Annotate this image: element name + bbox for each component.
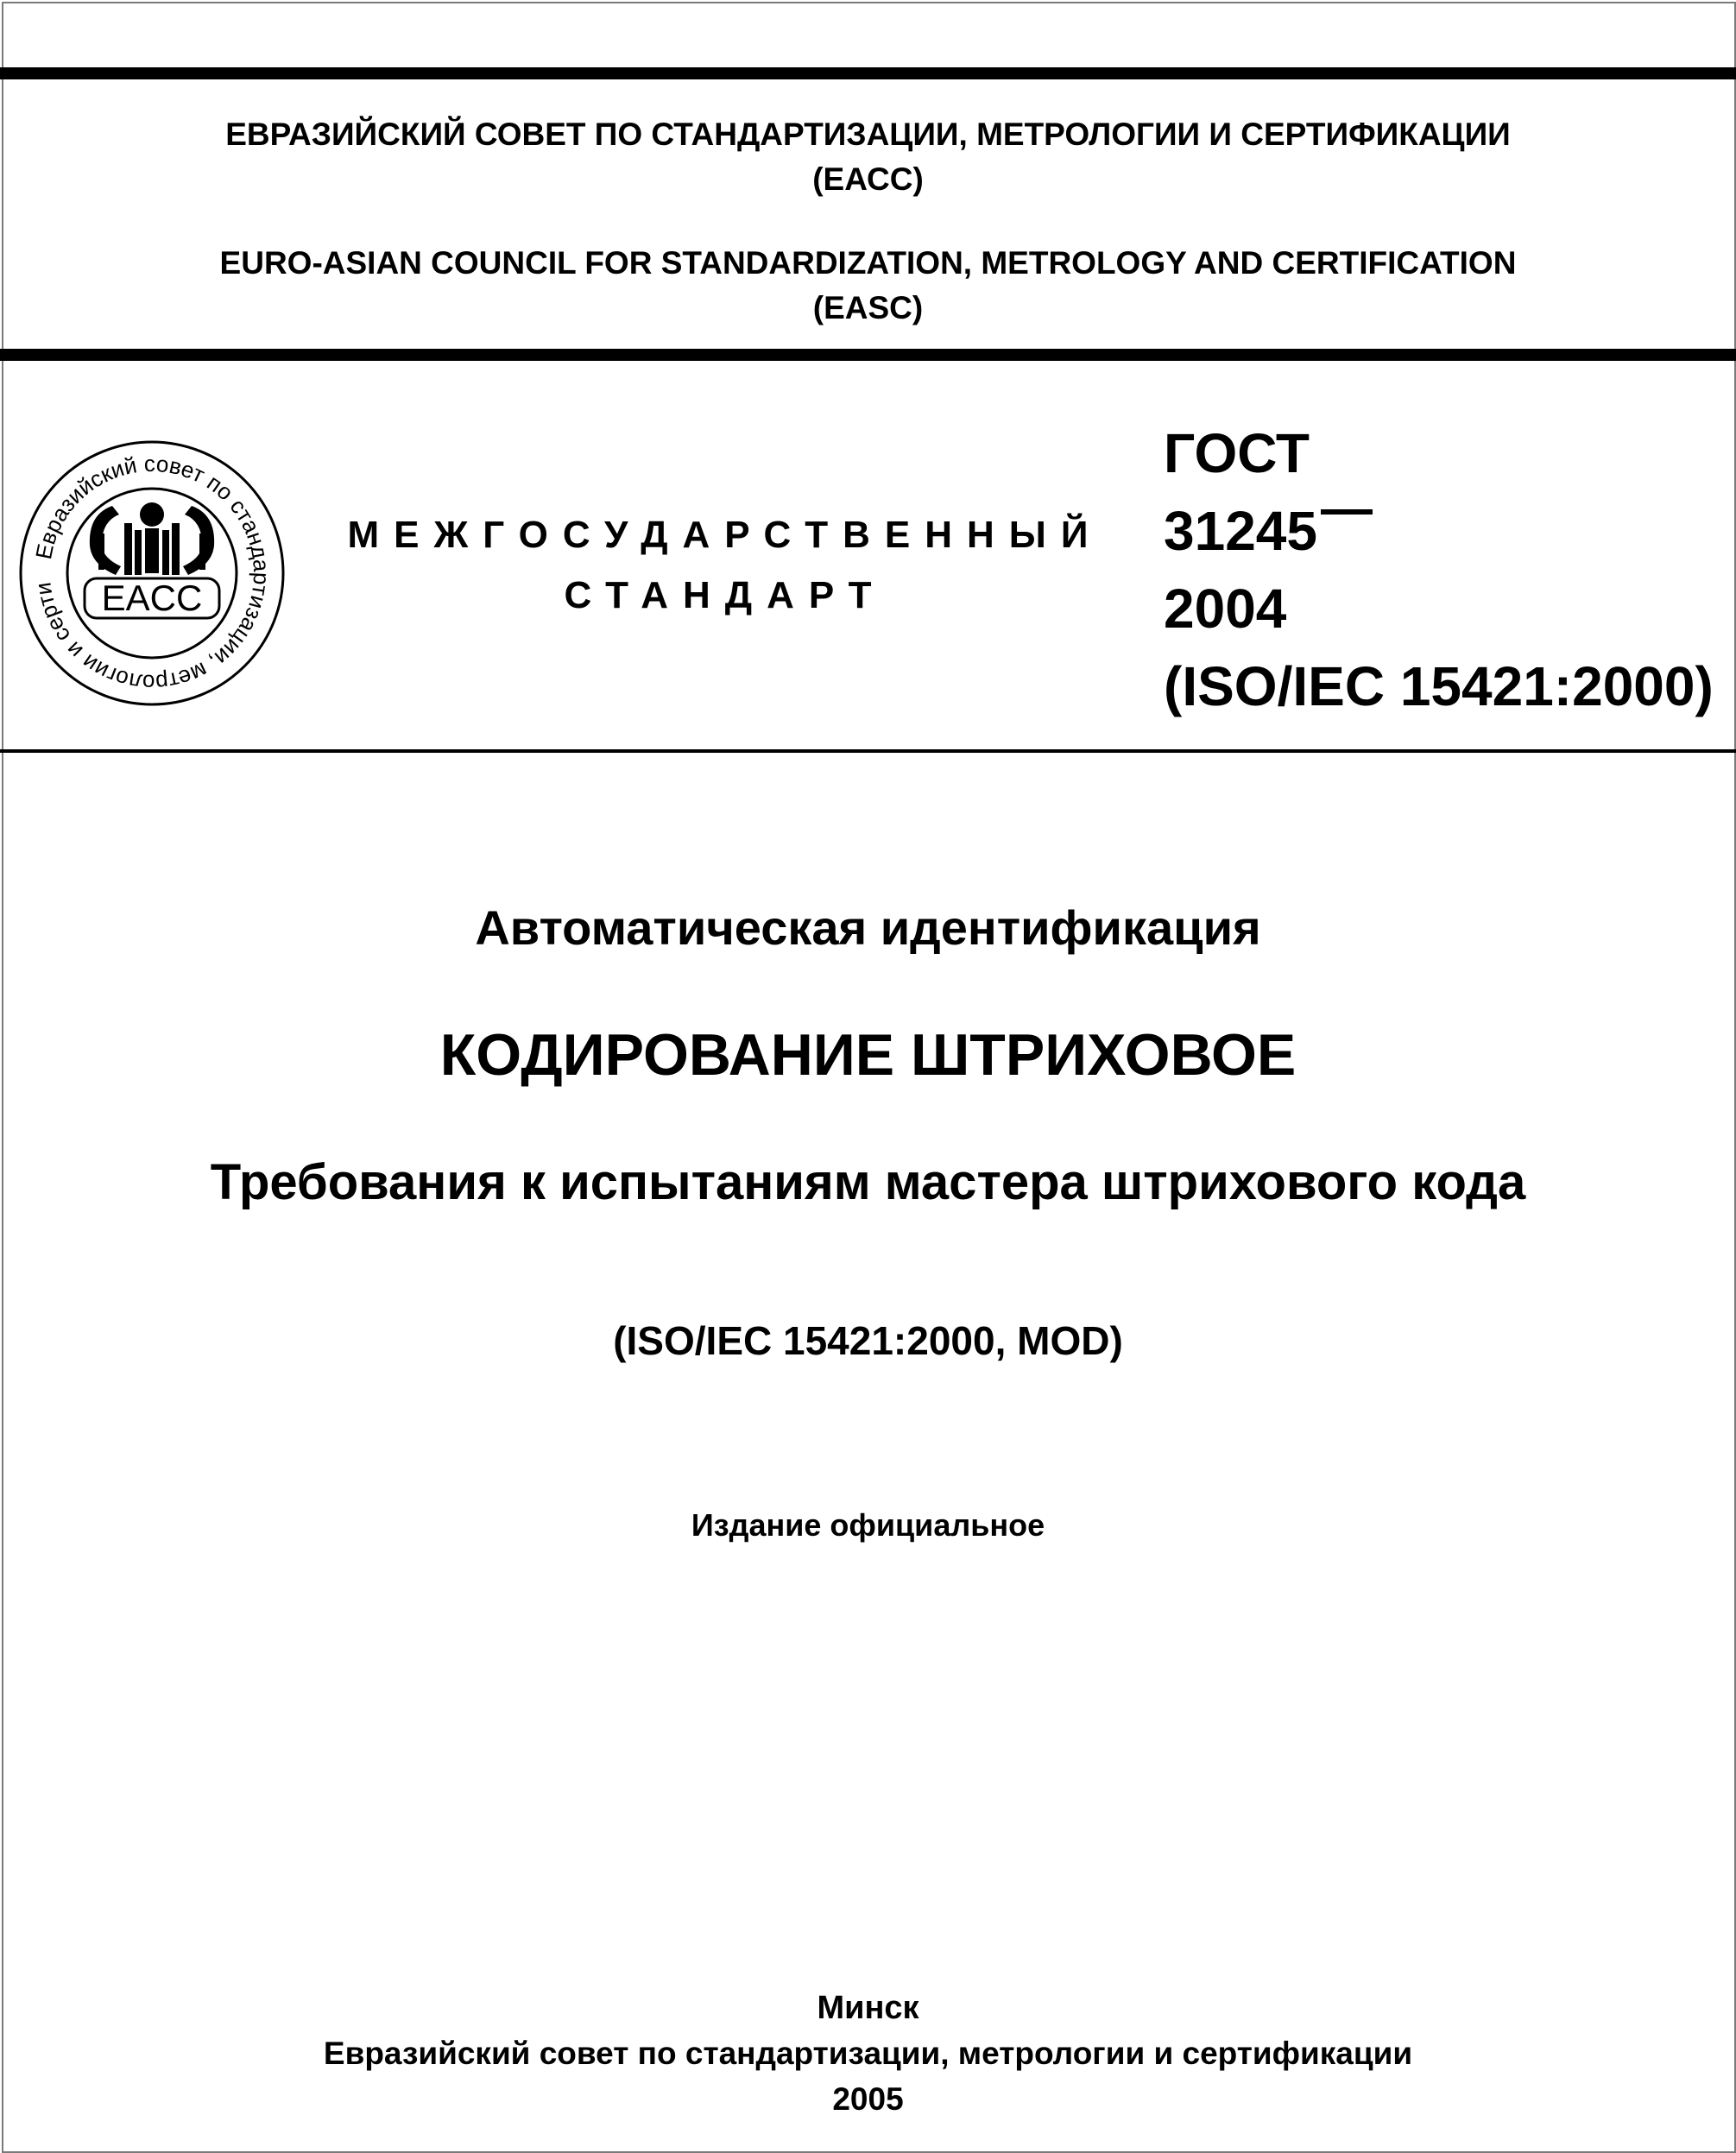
council-abbr-ru: (ЕАСС) [812,161,924,197]
designation-bottom-rule [0,749,1736,753]
subtitle: Требования к испытаниям мастера штрихового кода [210,1154,1526,1210]
iso-mod-reference: (ISO/IEC 15421:2000, MOD) [613,1318,1123,1363]
council-name-ru: ЕВРАЗИЙСКИЙ СОВЕТ ПО СТАНДАРТИЗАЦИИ, МЕТРОЛОГИИ И СЕРТИФИКАЦИИ [225,117,1511,152]
gost-year: 2004 [1164,578,1287,640]
laurel-emblem-icon [90,502,214,575]
interstate-standard-label [311,505,1139,626]
top-rule [0,67,1736,79]
gost-label: ГОСТ [1164,422,1310,484]
standard-type-line2: СТАНДАРТ [564,574,887,616]
easc-seal-logo [16,437,288,710]
main-title: КОДИРОВАНИЕ ШТРИХОВОЕ [439,1022,1297,1088]
council-abbr-en: (EASC) [812,290,924,325]
iso-reference: (ISO/IEC 15421:2000) [1164,655,1714,717]
subject-heading: Автоматическая идентификация [475,900,1261,955]
header-bottom-rule [0,349,1736,361]
standard-designation [1164,414,1714,725]
gost-number: 31245 [1164,500,1317,562]
publication-year: 2005 [832,2081,904,2117]
publication-city: Минск [817,1990,919,2026]
publisher: Евразийский совет по стандартизации, метрологии и сертификации [323,2036,1413,2071]
standard-type-line1: МЕЖГОСУДАРСТВЕННЫЙ [347,514,1103,556]
council-name-en: EURO-ASIAN COUNCIL FOR STANDARDIZATION, METROLOGY AND CERTIFICATION [219,245,1517,281]
edition-note: Издание официальное [691,1507,1045,1543]
designation-dash [1321,509,1373,515]
seal-ring-text: Евразийский совет по стандартизации, метрологии и серти [29,450,275,697]
seal-center-text: EACC [101,578,203,618]
